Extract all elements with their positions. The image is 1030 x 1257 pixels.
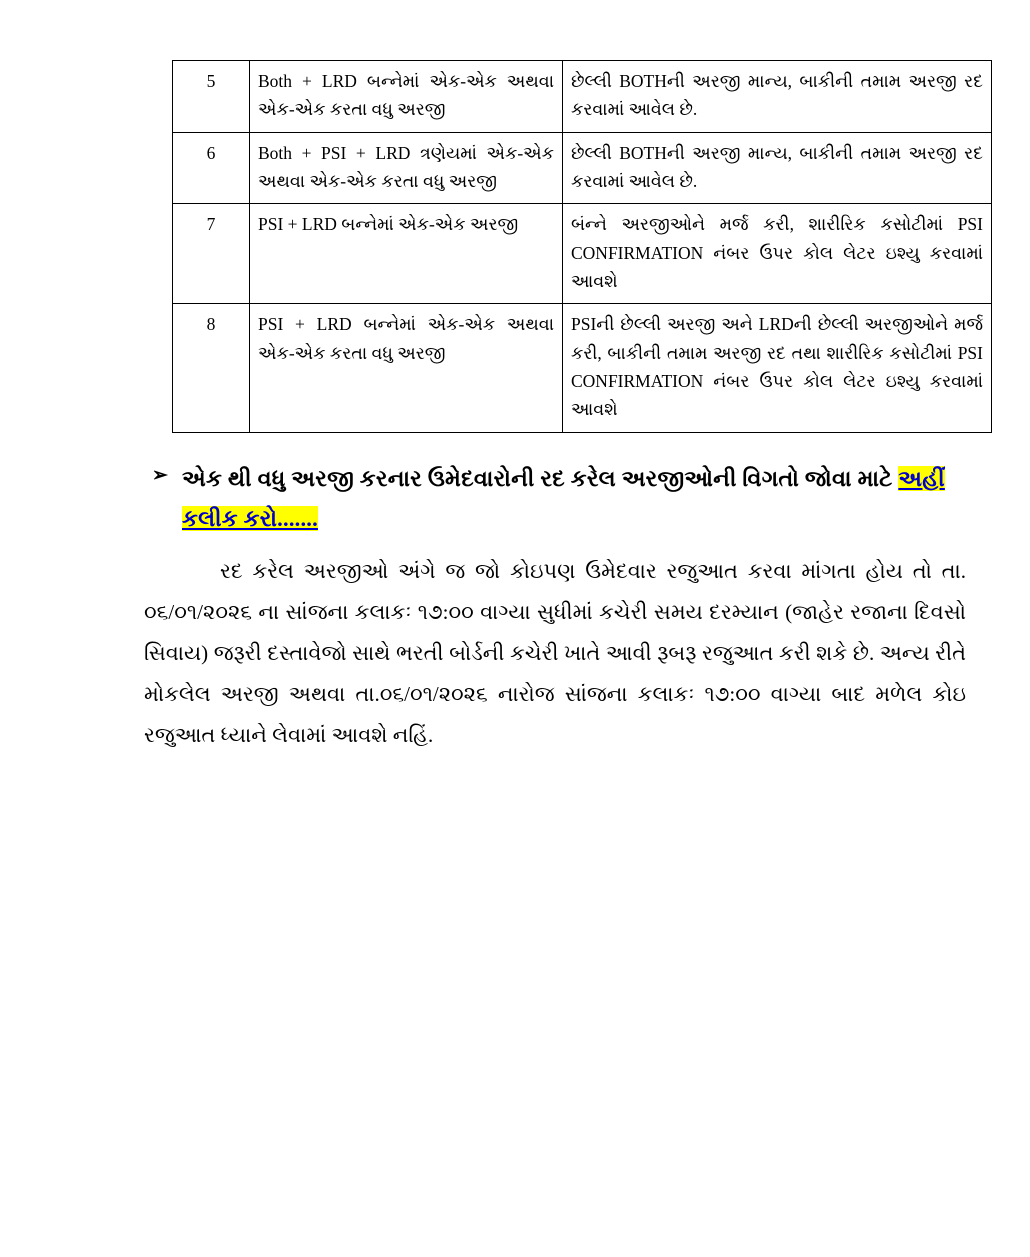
- row-case-cell: Both + PSI + LRD ત્રણેયમાં એક-એક અથવા એક-એક કરતા વધુ અરજી: [250, 132, 563, 204]
- row-number-cell: 7: [173, 204, 250, 304]
- row-case-cell: PSI + LRD બન્નેમાં એક-એક અથવા એક-એક કરતા વધુ અરજી: [250, 304, 563, 432]
- row-result-cell: છેલ્લી BOTHની અરજી માન્ય, બાકીની તમામ અરજી રદ કરવામાં આવેલ છે.: [563, 61, 992, 133]
- bullet-text-leading: એક થી વધુ અરજી કરનાર ઉમેદવારોની રદ કરેલ અરજીઓની વિગતો જોવા માટે: [182, 465, 899, 491]
- notice-paragraph: રદ કરેલ અરજીઓ અંગે જ જો કોઇપણ ઉમેદવાર રજુઆત કરવા માંગતા હોય તો તા. ૦૬/૦૧/૨૦૨૬ ના સાંજના કલાકઃ ૧૭:૦૦ વાગ્યા સુધીમાં કચેરી સમય દરમ્યાન (જાહેર રજાના દિવસો સિવાય) જરૂરી દસ્તાવેજો સાથે ભરતી બોર્ડની કચેરી ખાતે આવી રૂબરૂ રજુઆત કરી શકે છે. અન્ય રીતે મોકલેલ અરજી અથવા તા.૦૬/૦૧/૨૦૨૬ નારોજ સાંજના કલાકઃ ૧૭:૦૦ વાગ્યા બાદ મળેલ કોઇ રજુઆત ધ્યાને લેવામાં આવશે નહિં.: [144, 558, 966, 747]
- table-row: [173, 304, 992, 432]
- table-row: [173, 204, 992, 304]
- table-body: [173, 61, 992, 433]
- cancellation-rules-table: [172, 60, 992, 433]
- row-number-cell: 5: [173, 61, 250, 133]
- row-number-cell: 8: [173, 304, 250, 432]
- bullet-paragraph: [152, 459, 962, 539]
- row-result-cell: બંન્ને અરજીઓને મર્જ કરી, શારીરિક કસોટીમાં PSI CONFIRMATION નંબર ઉપર કોલ લેટર ઇશ્યુ કરવામાં આવશે: [563, 204, 992, 304]
- table-row: [173, 61, 992, 133]
- row-result-cell: PSIની છેલ્લી અરજી અને LRDની છેલ્લી અરજીઓને મર્જ કરી, બાકીની તમામ અરજી રદ તથા શારીરિક કસોટીમાં PSI CONFIRMATION નંબર ઉપર કોલ લેટર ઇશ્યુ કરવામાં આવશે: [563, 304, 992, 432]
- table-row: [173, 132, 992, 204]
- row-case-cell: Both + LRD બન્નેમાં એક-એક અથવા એક-એક કરતા વધુ અરજી: [250, 61, 563, 133]
- click-here-link[interactable]: અહીં કલીક કરો.......: [182, 465, 945, 531]
- row-result-cell: છેલ્લી BOTHની અરજી માન્ય, બાકીની તમામ અરજી રદ કરવામાં આવેલ છે.: [563, 132, 992, 204]
- row-case-cell: PSI + LRD બન્નેમાં એક-એક અરજી: [250, 204, 563, 304]
- bullet-text: [182, 459, 962, 539]
- row-number-cell: 6: [173, 132, 250, 204]
- arrow-bullet-icon: ➢: [152, 464, 168, 486]
